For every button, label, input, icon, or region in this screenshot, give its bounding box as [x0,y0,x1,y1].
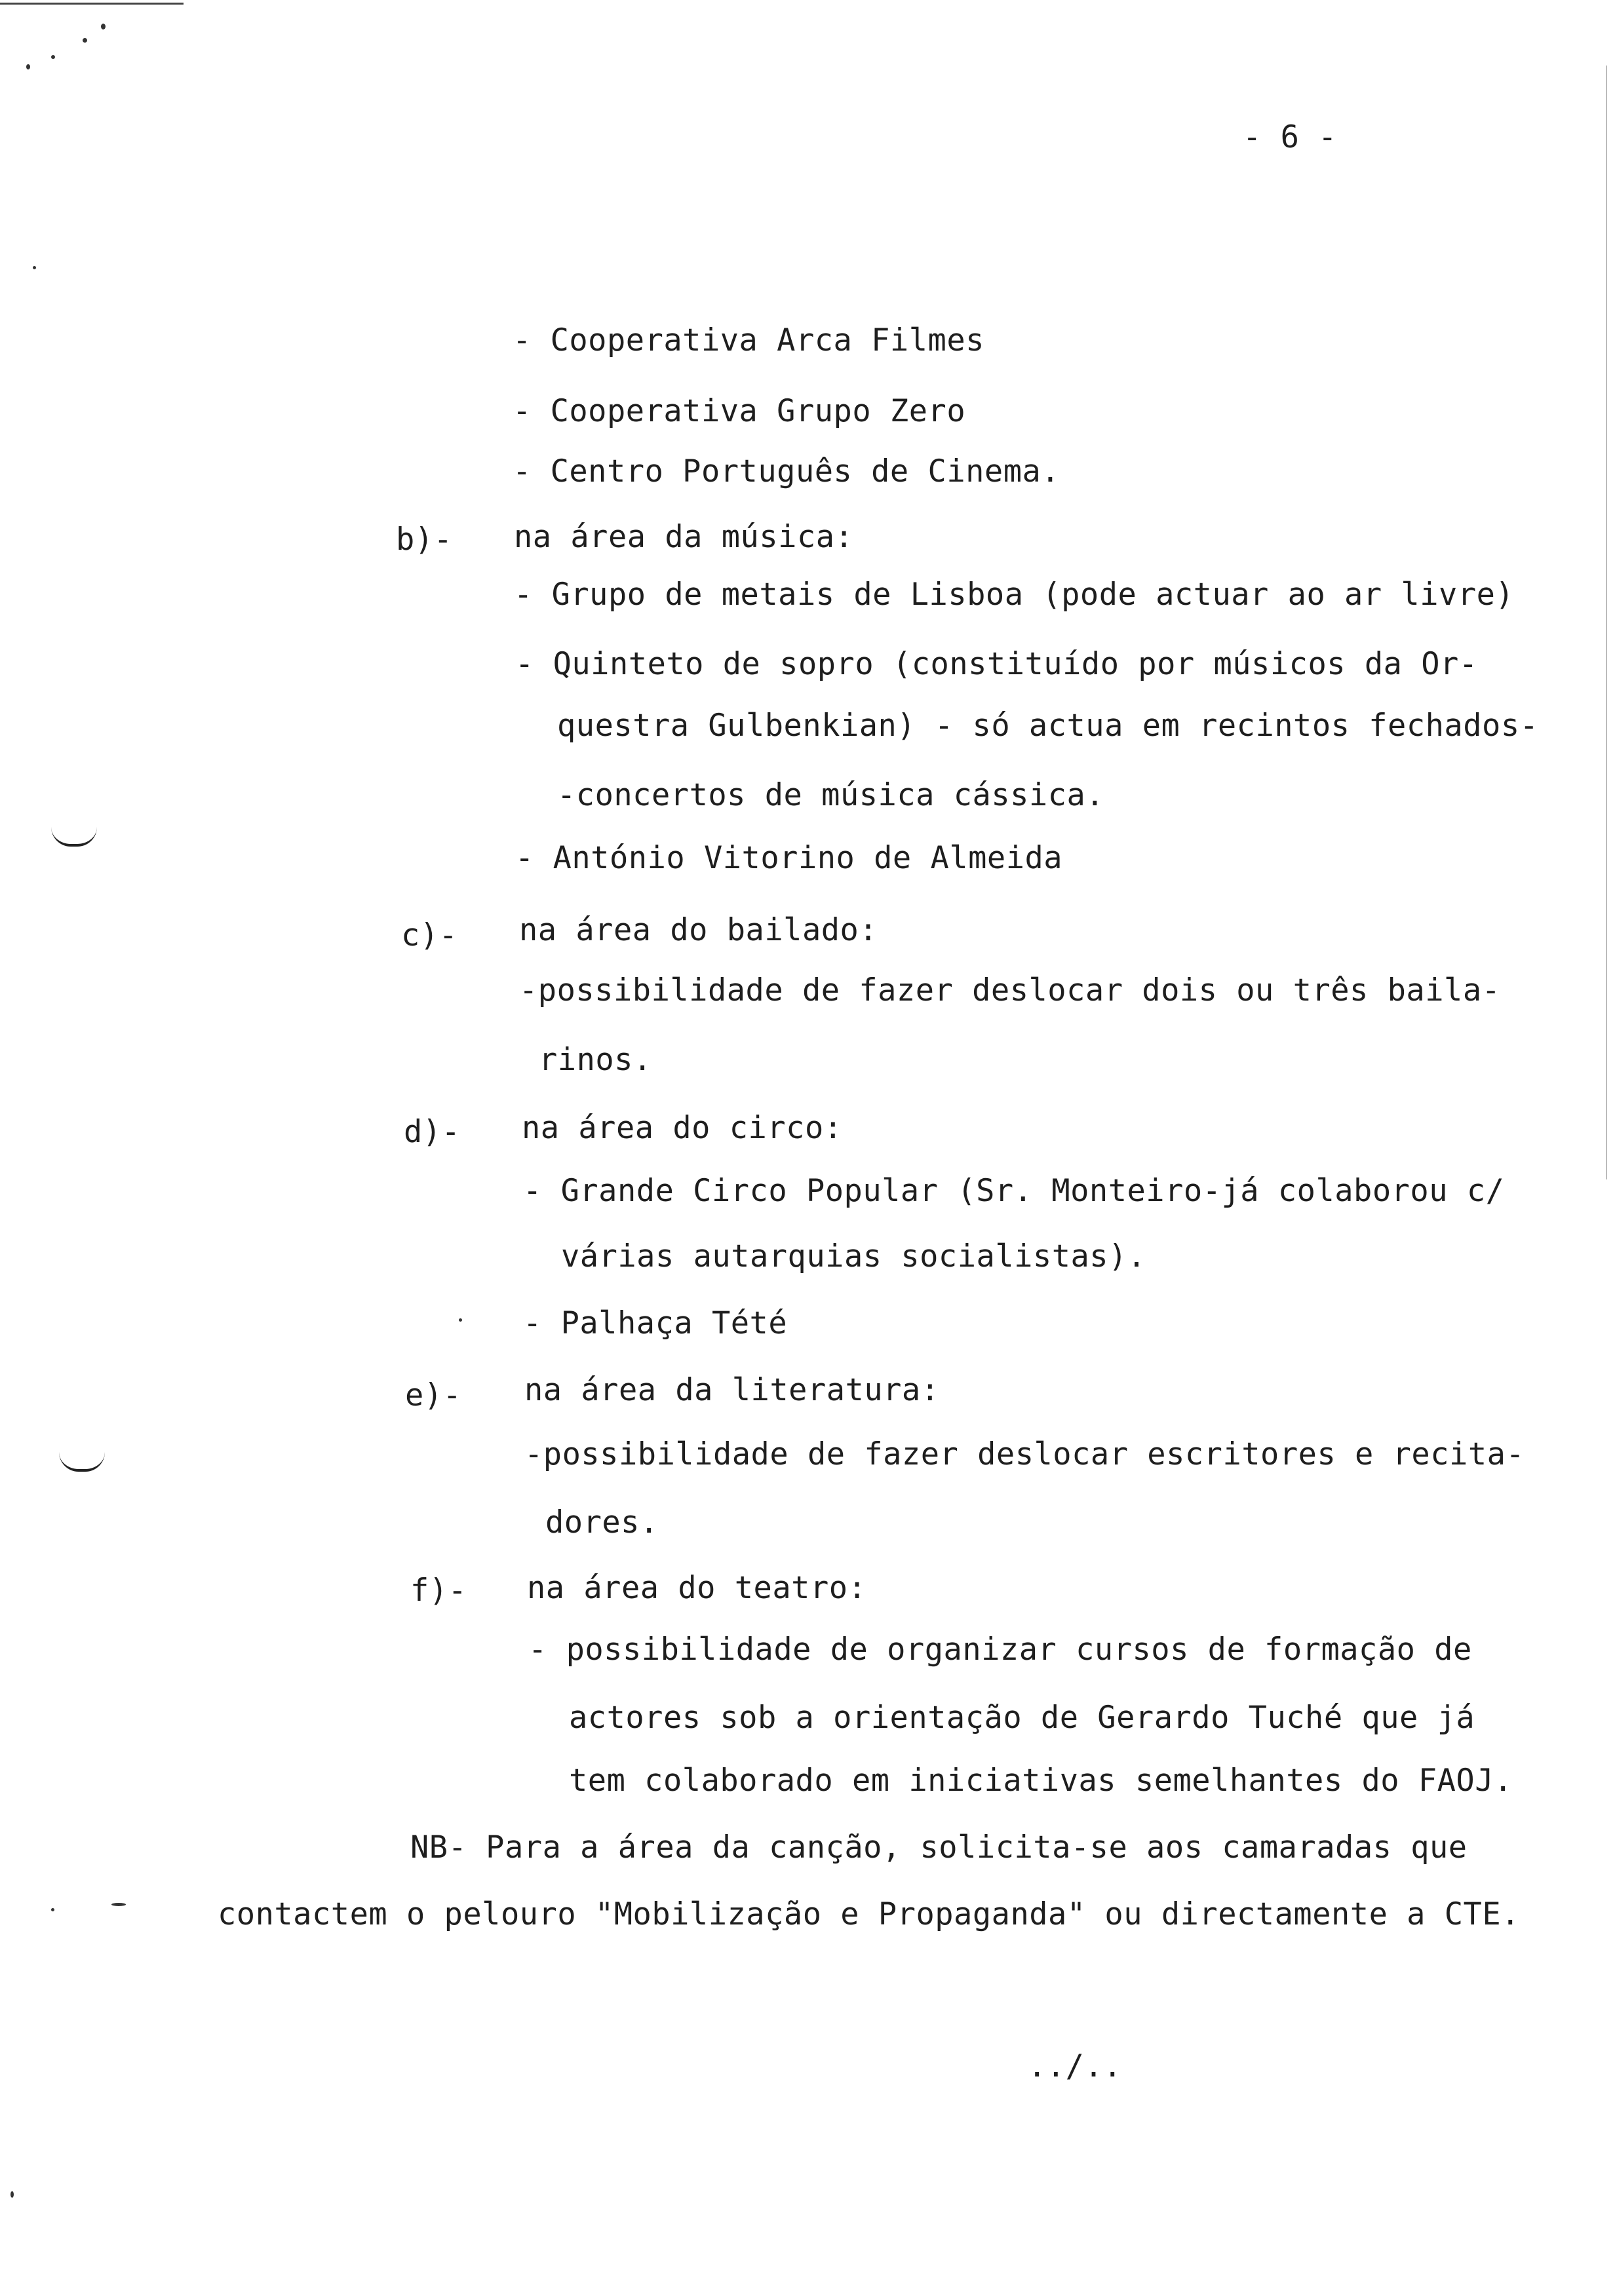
ballet-item-continuation: rinos. [539,1042,652,1078]
section-heading-ballet: na área do bailado: [519,912,878,948]
scan-speck [111,1903,126,1906]
literature-item: -possibilidade de fazer deslocar escritores e recita- [524,1436,1525,1472]
section-heading-music: na área da música: [514,519,854,555]
scan-speck [101,24,106,29]
scan-speck [459,1318,462,1322]
section-label-b: b)- [396,522,453,558]
nota-bene: NB- Para a área da canção, solicita-se aos camaradas que [410,1829,1468,1866]
right-edge-shadow [1606,66,1607,1179]
margin-mark [59,1452,105,1472]
music-item-continuation: questra Gulbenkian) - só actua em recintos fechados- [557,708,1539,744]
nota-bene-continuation: contactem o pelouro "Mobilização e Propaganda" ou directamente a CTE. [218,1896,1520,1932]
theatre-item: - possibilidade de organizar cursos de formação de [528,1632,1472,1668]
theatre-item-continuation: actores sob a orientação de Gerardo Tuché que já [569,1700,1475,1736]
section-label-f: f)- [410,1573,467,1609]
ballet-item: -possibilidade de fazer deslocar dois ou três baila- [519,972,1501,1008]
film-item: - Cooperativa Grupo Zero [513,393,966,429]
theatre-item-continuation: tem colaborado em iniciativas semelhantes do FAOJ. [569,1763,1513,1799]
section-heading-literature: na área da literatura: [524,1372,940,1408]
scan-speck [26,64,30,69]
page-number: - 6 - [1243,119,1337,155]
margin-mark [51,827,97,847]
section-heading-circus: na área do circo: [522,1110,843,1146]
circus-item: - Grande Circo Popular (Sr. Monteiro-já colaborou c/ [523,1173,1505,1209]
music-item-continuation: -concertos de música cássica. [557,777,1105,813]
circus-item: - Palhaça Tété [523,1305,788,1341]
film-item: - Centro Português de Cinema. [513,453,1060,489]
continuation-mark: ../.. [1028,2048,1122,2084]
scan-speck [33,266,36,269]
section-label-e: e)- [405,1377,462,1413]
scan-speck [83,38,87,43]
top-edge-line [0,3,184,5]
scan-speck [51,1908,54,1911]
circus-item-continuation: várias autarquias socialistas). [561,1238,1146,1274]
music-item: - Quinteto de sopro (constituído por músicos da Or- [515,646,1478,682]
section-label-c: c)- [401,917,458,953]
literature-item-continuation: dores. [545,1504,659,1540]
scan-speck [10,2191,14,2198]
section-heading-theatre: na área do teatro: [527,1570,867,1606]
music-item: - António Vitorino de Almeida [515,840,1063,876]
section-label-d: d)- [404,1114,461,1150]
scan-speck [51,55,55,59]
film-item: - Cooperativa Arca Filmes [513,322,984,358]
music-item: - Grupo de metais de Lisboa (pode actuar ao ar livre) [514,577,1515,613]
